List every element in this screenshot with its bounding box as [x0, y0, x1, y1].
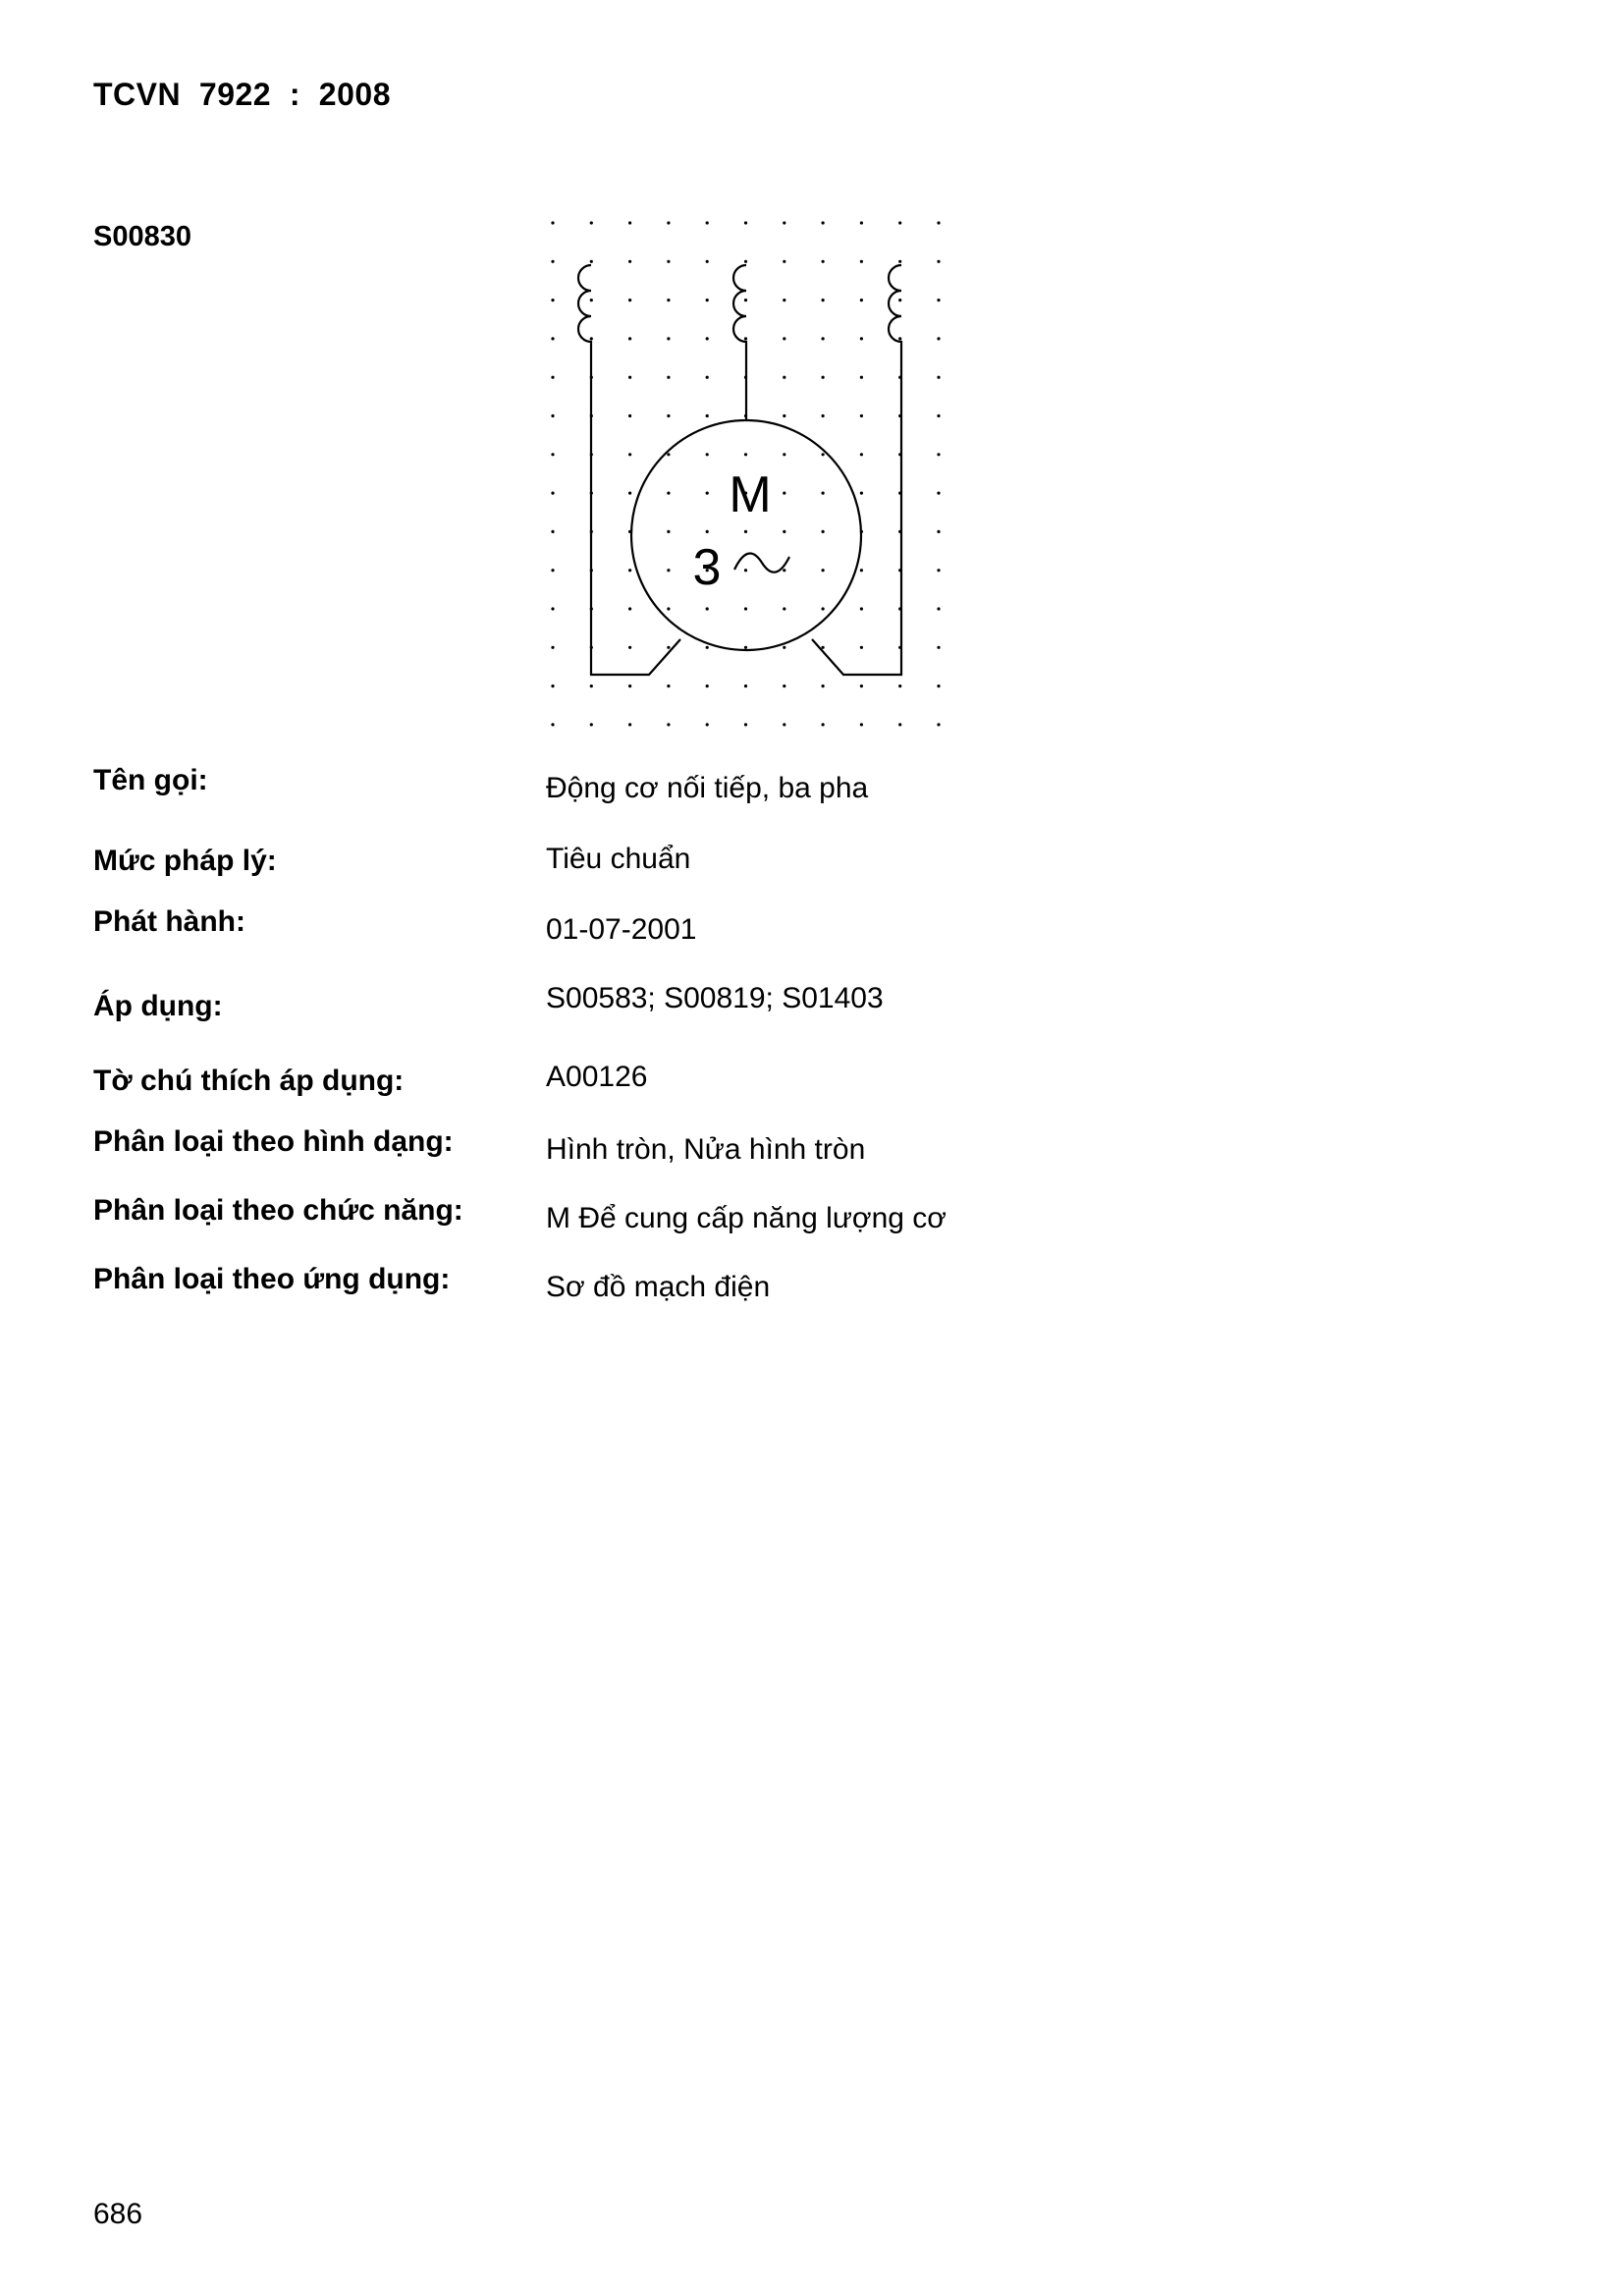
- grid-dot: [706, 337, 709, 340]
- field-phat-hanh: [0, 905, 1624, 955]
- symbol-figure: [538, 211, 960, 741]
- grid-dot: [860, 376, 863, 379]
- grid-dot: [783, 337, 785, 340]
- field-value: M Để cung cấp năng lượng cơ: [546, 1202, 947, 1234]
- grid-dot: [706, 723, 709, 726]
- grid-dot: [667, 646, 670, 649]
- grid-dot: [628, 492, 631, 495]
- field-label: Áp dụng:: [93, 990, 223, 1022]
- grid-dot: [628, 376, 631, 379]
- grid-dot: [898, 221, 901, 224]
- grid-dot: [937, 607, 940, 610]
- grid-dot: [937, 414, 940, 417]
- left-lead: [591, 347, 680, 675]
- grid-dot: [706, 492, 709, 495]
- grid-dot: [706, 414, 709, 417]
- page-number: 686: [93, 2198, 143, 2230]
- grid-dot: [822, 607, 825, 610]
- grid-dot: [783, 530, 785, 533]
- grid-dot: [706, 260, 709, 263]
- grid-dot: [937, 569, 940, 572]
- field-ap-dung: [0, 982, 1624, 1031]
- grid-dot: [551, 337, 554, 340]
- grid-dot: [667, 607, 670, 610]
- grid-dot: [744, 260, 747, 263]
- grid-dot: [590, 221, 593, 224]
- grid-dot: [628, 723, 631, 726]
- grid-dot: [667, 376, 670, 379]
- grid-dot: [937, 453, 940, 456]
- grid-dot: [937, 376, 940, 379]
- grid-dot: [590, 337, 593, 340]
- grid-dot: [783, 607, 785, 610]
- right-lead: [812, 347, 901, 675]
- field-label: Phân loại theo chức năng:: [93, 1194, 463, 1227]
- field-label: Phân loại theo hình dạng:: [93, 1125, 454, 1158]
- grid-dot: [783, 569, 785, 572]
- grid-dot: [822, 260, 825, 263]
- grid-dot: [551, 414, 554, 417]
- grid-dot: [590, 260, 593, 263]
- grid-dot: [937, 530, 940, 533]
- grid-dot: [706, 684, 709, 687]
- grid-dot: [628, 337, 631, 340]
- grid-dot: [783, 260, 785, 263]
- grid-dot: [783, 492, 785, 495]
- grid-dot: [551, 492, 554, 495]
- grid-dot: [822, 414, 825, 417]
- grid-dot: [937, 723, 940, 726]
- left-winding-coil: [578, 265, 591, 347]
- grid-dot: [860, 221, 863, 224]
- grid-dot: [744, 646, 747, 649]
- grid-dot: [628, 260, 631, 263]
- grid-dot: [744, 569, 747, 572]
- grid-dot: [822, 376, 825, 379]
- grid-dot: [898, 337, 901, 340]
- grid-dot: [590, 723, 593, 726]
- grid-dot: [937, 221, 940, 224]
- grid-dot: [706, 646, 709, 649]
- grid-dot: [667, 684, 670, 687]
- grid-dot: [822, 299, 825, 301]
- grid-dot: [667, 569, 670, 572]
- grid-dot: [706, 607, 709, 610]
- grid-dot: [744, 337, 747, 340]
- symbol-code: S00830: [93, 221, 191, 252]
- grid-dot: [860, 607, 863, 610]
- grid-dot: [783, 646, 785, 649]
- grid-dot: [667, 492, 670, 495]
- grid-dot: [860, 569, 863, 572]
- grid-dot: [937, 684, 940, 687]
- field-value: Hình tròn, Nửa hình tròn: [546, 1133, 866, 1166]
- grid-dot: [628, 453, 631, 456]
- grid-dot: [822, 530, 825, 533]
- grid-dot: [667, 337, 670, 340]
- motor-letter: M: [729, 466, 772, 523]
- field-value: Động cơ nối tiếp, ba pha: [546, 772, 869, 804]
- grid-dot: [937, 492, 940, 495]
- field-value: A00126: [546, 1061, 648, 1093]
- field-ten-goi: [0, 764, 1624, 813]
- grid-dot: [551, 530, 554, 533]
- grid-dot: [706, 453, 709, 456]
- grid-dot: [822, 337, 825, 340]
- grid-dot: [860, 414, 863, 417]
- grid-dot: [551, 376, 554, 379]
- field-phan-loai-hinh-dang: [0, 1125, 1624, 1175]
- grid-dot: [628, 414, 631, 417]
- grid-dot: [937, 337, 940, 340]
- grid-dot: [783, 723, 785, 726]
- grid-dot: [783, 453, 785, 456]
- alternating-current-tilde: [734, 554, 789, 573]
- grid-dot: [860, 453, 863, 456]
- grid-dot: [590, 299, 593, 301]
- grid-dot: [937, 260, 940, 263]
- field-value: 01-07-2001: [546, 913, 697, 946]
- grid-dot: [744, 530, 747, 533]
- field-value: Tiêu chuẩn: [546, 843, 691, 875]
- windings: [578, 265, 901, 347]
- grid-dot: [551, 260, 554, 263]
- grid-dot: [860, 260, 863, 263]
- field-value: Sơ đồ mạch điện: [546, 1271, 771, 1303]
- grid-dot: [706, 221, 709, 224]
- document-header: TCVN 7922 : 2008: [93, 77, 391, 112]
- grid-dot: [937, 646, 940, 649]
- grid-dot: [667, 530, 670, 533]
- grid-dot: [744, 723, 747, 726]
- grid-dot: [551, 646, 554, 649]
- grid-dot: [628, 684, 631, 687]
- field-label: Mức pháp lý:: [93, 845, 277, 877]
- grid-dot: [628, 607, 631, 610]
- grid-dot: [822, 723, 825, 726]
- grid-dot: [783, 221, 785, 224]
- grid-dot: [706, 299, 709, 301]
- grid-dot: [937, 299, 940, 301]
- grid-dot: [822, 453, 825, 456]
- grid-dot: [744, 299, 747, 301]
- grid-dot: [628, 646, 631, 649]
- grid-dot: [667, 723, 670, 726]
- grid-dot: [667, 414, 670, 417]
- field-phan-loai-ung-dung: [0, 1263, 1624, 1312]
- field-label: Tờ chú thích áp dụng:: [93, 1065, 405, 1097]
- grid-dot: [860, 299, 863, 301]
- grid-dot: [551, 723, 554, 726]
- grid-dot: [822, 569, 825, 572]
- grid-dot: [706, 530, 709, 533]
- grid-dot: [628, 221, 631, 224]
- grid-dot: [551, 299, 554, 301]
- right-winding-coil: [889, 265, 901, 347]
- grid-dot: [783, 376, 785, 379]
- grid-dot: [898, 260, 901, 263]
- grid-dot: [628, 569, 631, 572]
- phase-number: 3: [692, 539, 722, 596]
- field-label: Phân loại theo ứng dụng:: [93, 1263, 451, 1295]
- grid-dot: [860, 684, 863, 687]
- field-value: S00583; S00819; S01403: [546, 982, 884, 1014]
- grid-dot: [860, 723, 863, 726]
- grid-dot: [667, 453, 670, 456]
- grid-dot: [551, 221, 554, 224]
- field-phan-loai-chuc-nang: [0, 1194, 1624, 1243]
- grid-dot: [744, 684, 747, 687]
- grid-dot: [822, 646, 825, 649]
- grid-dot: [860, 492, 863, 495]
- grid-dot: [860, 337, 863, 340]
- grid-dot: [744, 607, 747, 610]
- grid-dot: [822, 684, 825, 687]
- grid-dot: [860, 646, 863, 649]
- grid-dot: [667, 221, 670, 224]
- grid-dot: [706, 376, 709, 379]
- grid-dot: [590, 684, 593, 687]
- grid-dot: [667, 260, 670, 263]
- grid-dot: [667, 299, 670, 301]
- grid-dot: [551, 569, 554, 572]
- grid-dot: [898, 684, 901, 687]
- grid-dot: [551, 607, 554, 610]
- grid-dot: [783, 414, 785, 417]
- grid-dot: [822, 492, 825, 495]
- grid-dot: [744, 221, 747, 224]
- grid-dot: [822, 221, 825, 224]
- motor-symbol-svg: [538, 211, 960, 741]
- middle-winding-coil: [733, 265, 746, 347]
- grid-dot: [628, 299, 631, 301]
- grid-dot: [898, 299, 901, 301]
- grid-dot: [783, 684, 785, 687]
- field-label: Phát hành:: [93, 905, 245, 938]
- field-muc-phap-ly: [0, 843, 1624, 892]
- grid-dot: [551, 684, 554, 687]
- grid-dot: [898, 723, 901, 726]
- field-to-chu-thich: [0, 1061, 1624, 1110]
- grid-dot: [744, 453, 747, 456]
- field-label: Tên gọi:: [93, 764, 208, 796]
- grid-dot: [551, 453, 554, 456]
- grid-dot: [783, 299, 785, 301]
